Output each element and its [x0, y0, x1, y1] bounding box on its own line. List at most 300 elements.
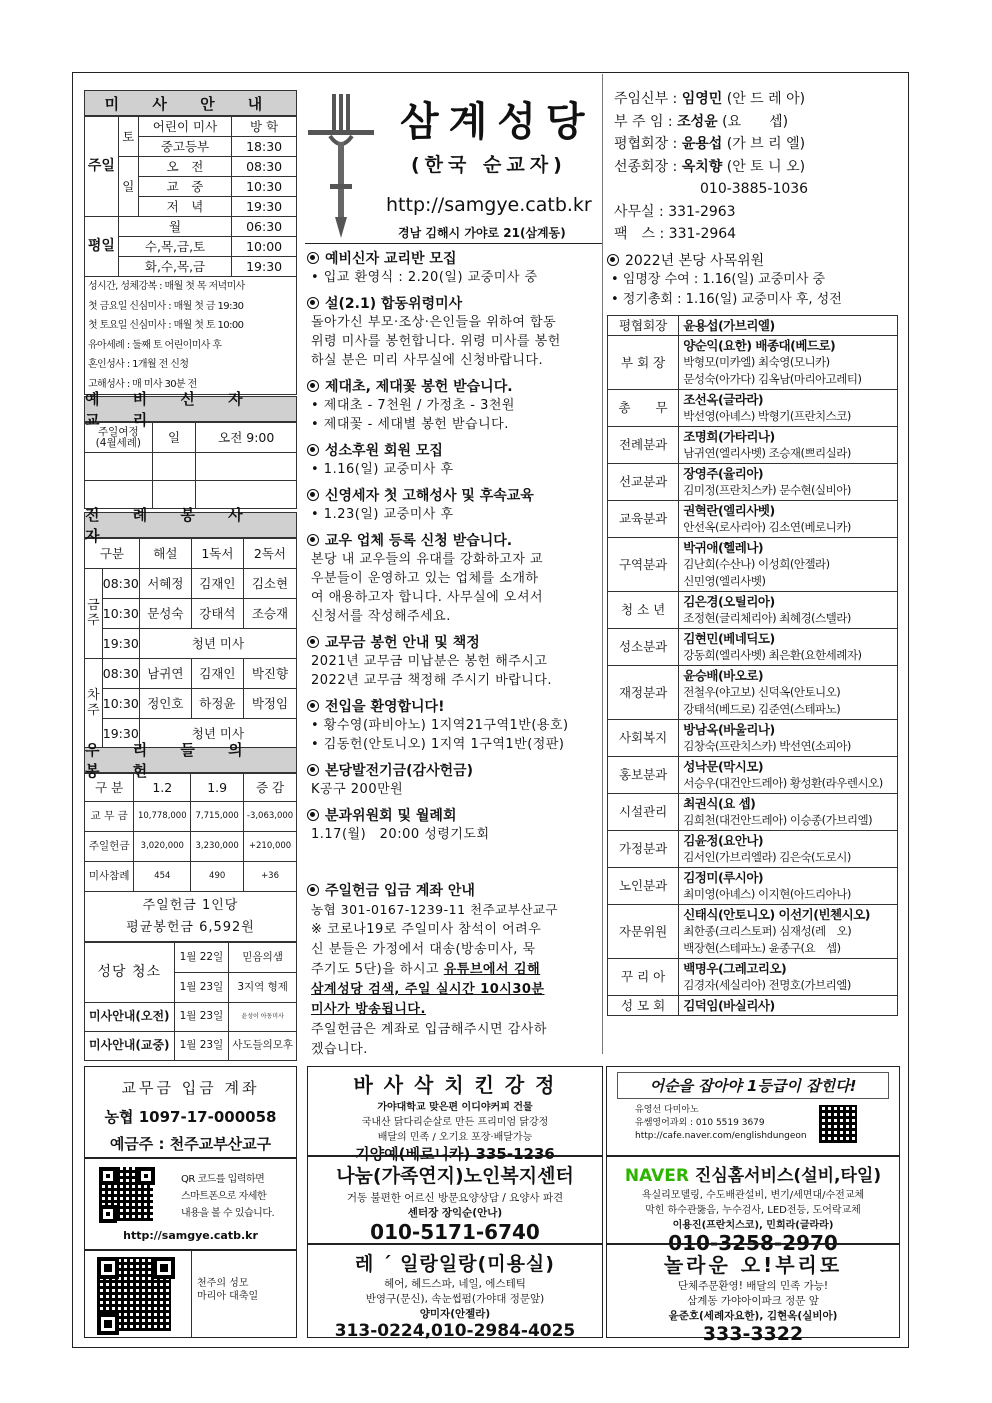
council-members: [679, 336, 898, 390]
staff-baptismal: (안 토 니 오): [726, 158, 806, 175]
council-member: 김경자(세실리아) 전명호(가브리엘): [683, 978, 851, 992]
bullet-icon: [307, 489, 319, 501]
ad-line: 거동 불편한 어르신 방문요양상담 / 요양사 파견: [346, 1192, 564, 1204]
youtube-notice: 유튜브에서 김해: [443, 962, 541, 977]
mass-title: 미 사 안 내: [84, 90, 297, 116]
staff-baptismal: (가 브 리 엘): [726, 136, 806, 152]
offering-header: 증 감: [244, 774, 297, 802]
council-row: [608, 996, 898, 1016]
catechumen-course: 주일여정 (4월세례): [85, 423, 153, 453]
offering-change: +36: [244, 862, 297, 892]
notice-title: 제대초, 제대꽃 봉헌 받습니다.: [325, 379, 513, 395]
ad-title: 어순을 잡아야 1등급이 잡힌다!: [617, 1072, 889, 1099]
liturgy-header: 1독서: [191, 539, 243, 569]
church-title: 삼계성당: [400, 99, 595, 145]
council-row: [608, 868, 898, 905]
ad-title: 나눔(가족연지)노인복지센터: [336, 1165, 574, 1187]
ad-line: 삼계동 가야아이파크 정문 앞: [687, 1295, 819, 1307]
bullet-icon: [307, 444, 319, 456]
council-member: 신민영(엘리사벳): [683, 574, 766, 588]
cleaning-date: 1월 22일: [174, 943, 229, 973]
notice-text: • 1.16(일) 교중미사 후: [311, 462, 454, 477]
offering-change: -3,063,000: [244, 802, 297, 832]
liturgy-table: [84, 538, 297, 749]
notice-heading: [307, 632, 602, 652]
council-role: 사회복지: [608, 720, 679, 757]
council-role: 재정분과: [608, 666, 679, 720]
notice-text: K공구 200만원: [311, 782, 404, 797]
notice-item: [307, 248, 602, 287]
council-member: 조명희(가타리나): [683, 429, 775, 444]
notice-item: [307, 760, 602, 799]
liturgy-header: 구분: [85, 539, 140, 569]
this-week-label: 금 주: [85, 569, 103, 659]
liturgy-name: 조승재: [243, 599, 296, 629]
council-member: 성낙문(막시모): [683, 759, 764, 774]
notice-title: 분과위원회 및 월례회: [325, 808, 457, 824]
notice-text: 겠습니다.: [311, 1042, 368, 1057]
divider: [305, 243, 602, 244]
notices: [307, 248, 602, 844]
ad-phone: 기양예(베로니카) 335-1236: [355, 1145, 555, 1163]
council-role: 평협회장: [608, 316, 679, 336]
bullet-icon: [307, 297, 319, 309]
council-member: 양순익(요한) 배종대(베드로): [683, 338, 836, 353]
sunday-label: 주일: [85, 117, 119, 217]
council-member: 윤용섭(가브리엘): [683, 318, 775, 333]
council-member: 강태석(베드로) 김준연(스테파노): [683, 702, 841, 716]
council-role: 성 모 회: [608, 996, 679, 1016]
ad-phone: 010-3258-2970: [668, 1231, 838, 1255]
tithe-account-box: [84, 1066, 297, 1158]
notice-text: 위령 미사를 봉헌합니다. 위령 미사를 봉헌: [311, 334, 561, 349]
mass-time: 방 학: [232, 117, 297, 137]
guide-group: 윤성이 아동미사: [229, 1003, 297, 1032]
ad-line: 욕실리모델링, 수도배관설비, 변기/세면대/수전교체: [641, 1190, 865, 1201]
council-row: [608, 464, 898, 501]
sunday-day-label: 일: [118, 157, 138, 217]
ad-line: 배달의 민족 / 오기요 포장·배달가능: [377, 1132, 533, 1143]
bullet-icon: [607, 254, 619, 266]
notice-text: 주기도 5단)을 하시고: [311, 962, 444, 977]
council-role: 홍보분과: [608, 757, 679, 794]
ad-line: 유쌤영어과외 : 010 5519 3679: [635, 1118, 765, 1128]
liturgy-header: 해설: [139, 539, 191, 569]
mass-label: 화,수,목,금: [118, 257, 231, 277]
council-members: [679, 996, 898, 1016]
offering-header: 1.9: [191, 774, 244, 802]
fax-number: 팩 스 : 331-2964: [614, 226, 737, 242]
staff-role: 선종회장 :: [614, 158, 678, 175]
council-members: [679, 390, 898, 427]
catechumen-section: [84, 390, 297, 509]
offering-value: 7,715,000: [191, 802, 244, 832]
notice-heading: [307, 485, 602, 505]
council-members: [679, 831, 898, 868]
ad-home-service: [606, 1156, 900, 1255]
council-member: 김정미(루시아): [683, 870, 764, 885]
council-row: [608, 336, 898, 390]
mass-note: 고해성사 : 매 미사 30분 전: [88, 378, 197, 390]
feast-label: 천주의 성모 마리아 대축일: [197, 1278, 259, 1302]
notice-title: 예비신자 교리반 모집: [325, 251, 457, 267]
liturgy-name: 김재인: [191, 659, 243, 689]
liturgy-time: 19:30: [102, 719, 139, 749]
liturgy-name: 정인호: [139, 689, 191, 719]
cleaning-group: 믿음의샘: [229, 943, 297, 973]
mass-time: 19:30: [232, 197, 297, 217]
ad-title: 놀라운 오!부리또: [663, 1253, 843, 1277]
ad-line: 반영구(문신), 속눈썹펌(가야대 정문앞): [365, 1293, 545, 1305]
catechumen-title: 예 비 신 자 교 리: [84, 396, 297, 422]
liturgy-name: 문성숙: [139, 599, 191, 629]
council-role: 성소분과: [608, 629, 679, 666]
council-row: [608, 666, 898, 720]
mass-note: 첫 토요일 신심미사 : 매월 첫 토 10:00: [88, 320, 244, 331]
liturgy-name: 박진향: [243, 659, 296, 689]
ad-line: 양미자(안젤라): [419, 1308, 491, 1320]
notice-item: [307, 530, 602, 626]
liturgy-time: 10:30: [102, 599, 139, 629]
church-address: 경남 김해시 가야로 21(삼계동): [398, 226, 566, 240]
next-week-label: 차 주: [85, 659, 103, 749]
ad-line: 윤준호(세례자요한), 김현옥(실비아): [668, 1310, 838, 1322]
notice-heading: [307, 440, 602, 460]
mass-label: 교 중: [138, 177, 231, 197]
council-row: [608, 629, 898, 666]
mass-notes: [84, 277, 297, 395]
qr-box-2: [84, 1250, 297, 1338]
council-row: [608, 427, 898, 464]
offering-value: 454: [134, 862, 191, 892]
guide-label: 미사안내(오전): [85, 1003, 175, 1032]
council-members: [679, 592, 898, 629]
saturday-label: 토: [118, 117, 138, 157]
mass-note: 유아세례 : 둘째 토 어린이미사 후: [88, 339, 222, 351]
catechumen-time: 오전 9:00: [196, 423, 297, 453]
bullet-icon: [307, 534, 319, 546]
notice-item: [307, 632, 602, 690]
notice-text: 신청서를 작성해주세요.: [311, 609, 451, 624]
notice-title: 주일헌금 입금 계좌 안내: [325, 883, 475, 899]
liturgy-time: 08:30: [102, 659, 139, 689]
council-member: 백장현(스테파노) 윤종구(요 셉): [683, 941, 841, 955]
liturgy-name: 남귀연: [139, 659, 191, 689]
church-subtitle: (한국 순교자): [411, 154, 567, 176]
cleaning-date: 1월 23일: [174, 973, 229, 1003]
cleaning-label: 성당 청소: [85, 943, 175, 1003]
council-members: [679, 464, 898, 501]
council-member: 조정현(글리체리아) 최혜경(스텔라): [683, 611, 851, 625]
council-row: [608, 592, 898, 629]
staff-role: 평협회장 :: [614, 136, 678, 152]
ad-line: 국내산 닭다리순살로 만든 프리미엄 닭강정: [361, 1117, 549, 1128]
notice-text: • 황수영(파비아노) 1지역21구역1반(용호): [311, 718, 569, 733]
staff-baptismal: (요 셉): [722, 113, 789, 130]
ad-welfare: [307, 1156, 603, 1244]
notice-text: • 김동헌(안토니오) 1지역 1구역1반(정판): [311, 737, 565, 752]
council-members: [679, 868, 898, 905]
guide-date: 1월 23일: [174, 1003, 229, 1032]
staff-name: 조성윤: [677, 113, 718, 130]
council-member: 윤승배(바오로): [683, 668, 764, 683]
qr-box: [84, 1158, 297, 1250]
council-member: 박귀애(헬레나): [683, 540, 764, 555]
council-members: [679, 501, 898, 538]
council-row: [608, 794, 898, 831]
naver-logo: NAVER: [624, 1166, 689, 1186]
notice-item: [307, 440, 602, 479]
council-role: 구역분과: [608, 538, 679, 592]
liturgy-name: 하정윤: [191, 689, 243, 719]
notice-text: 2022년 교무금 책정해 주시기 바랍니다.: [311, 673, 553, 688]
notice-text: • 제대꽃 - 세대별 봉헌 받습니다.: [311, 417, 509, 432]
council-members: [679, 316, 898, 336]
ad-phone: 010-5171-6740: [370, 1220, 540, 1244]
ad-title: 레 ´ 일랑일랑(미용실): [355, 1253, 555, 1275]
notice-text: 여 애용하고자 합니다. 사무실에 오셔서: [311, 590, 544, 605]
notice-text: 돌아가신 부모·조상·은인들을 위하여 합동: [311, 315, 557, 330]
council-role: 교육분과: [608, 501, 679, 538]
notice-heading: [307, 530, 602, 550]
mass-note: 성시간, 성체강복 : 매월 첫 목 저녁미사: [88, 281, 245, 292]
council-member: 김은경(오틸리아): [683, 594, 775, 609]
catechumen-table: [84, 422, 297, 509]
notice-heading: [307, 760, 602, 780]
mass-time: 19:30: [232, 257, 297, 277]
council-member: 신태식(안토니오) 이선기(빈첸시오): [683, 907, 870, 922]
council-row: [608, 538, 898, 592]
council-member: 최미영(아녜스) 이지현(아드리아나): [683, 887, 851, 901]
ad-line: 헤어, 헤드스파, 네일, 에스테틱: [384, 1278, 526, 1290]
council-member: 최권식(요 셉): [683, 796, 756, 811]
ad-line: 막힌 하수관뚫음, 누수검사, LED전등, 도어락교체: [645, 1205, 861, 1216]
notice-heading: [307, 376, 602, 396]
council-member: 장영주(율리아): [683, 466, 764, 481]
council-member: 김미정(프란치스카) 문수현(실비아): [683, 483, 851, 497]
offering-value: 490: [191, 862, 244, 892]
divider: [602, 74, 603, 1054]
staff-role: 부 주 임 :: [614, 113, 673, 130]
bullet-icon: [307, 252, 319, 264]
council-member: 서승우(대건안드레아) 황성환(라우렌시오): [683, 776, 883, 790]
cleaning-group: 3지역 형제: [229, 973, 297, 1003]
council-note: • 정기총회 : 1.16(일) 교중미사 후, 성전: [611, 292, 842, 307]
council-row: [608, 959, 898, 996]
notice-text: 본당 내 교우들의 유대를 강화하고자 교: [311, 552, 544, 567]
notice-heading: [307, 293, 602, 313]
council-members: [679, 629, 898, 666]
ad-salon: [307, 1244, 603, 1341]
council-member: 방남옥(바울리나): [683, 722, 775, 737]
staff-list: [614, 88, 808, 246]
notice-title: 본당발전기금(감사헌금): [325, 763, 474, 779]
council-row: [608, 831, 898, 868]
notice-text: 신 분들은 가정에서 대송(방송미사, 묵: [311, 942, 536, 957]
notice-title: 성소후원 회원 모집: [325, 443, 443, 459]
mass-label: 수,목,금,토: [118, 237, 231, 257]
liturgy-title: 전 례 봉 사 자: [84, 512, 297, 538]
liturgy-name: 서혜정: [139, 569, 191, 599]
council-row: [608, 720, 898, 757]
notice-title: 전입을 환영합니다!: [325, 699, 445, 715]
notice-text: 주일헌금은 계좌로 입금해주시면 감사하: [311, 1022, 547, 1037]
mass-time: 08:30: [232, 157, 297, 177]
council-member: 김희천(대건안드레아) 이승종(가브리엘): [683, 813, 873, 827]
notice-text: • 제대초 - 7천원 / 가정초 - 3천원: [311, 398, 515, 413]
notice-text: 2021년 교무금 미납분은 봉헌 해주시고: [311, 654, 548, 669]
notice-item: [307, 696, 602, 754]
mass-note: 첫 금요일 신심미사 : 매월 첫 금 19:30: [88, 300, 244, 312]
tithe-url[interactable]: http://samgye.catb.kr: [123, 1229, 258, 1242]
bullet-icon: [307, 700, 319, 712]
guide-date: 1월 23일: [174, 1032, 229, 1061]
qr-code-icon[interactable]: [819, 1105, 857, 1143]
council-row: [608, 390, 898, 427]
council-members: [679, 757, 898, 794]
notice-item: [307, 293, 602, 370]
liturgy-name: 박정임: [243, 689, 296, 719]
tithe-title: 교무금 입금 계좌: [121, 1079, 260, 1097]
notice-title: 신영세자 첫 고해성사 및 후속교육: [325, 488, 534, 504]
bullet-icon: [307, 809, 319, 821]
council-member: 김덕임(바실리사): [683, 998, 775, 1013]
council-member: 김창숙(프란치스카) 박선연(소피아): [683, 739, 851, 753]
bullet-icon: [307, 764, 319, 776]
youtube-notice: 미사가 방송됩니다.: [311, 1002, 426, 1017]
notice-heading: [307, 696, 602, 716]
council-role: 총 무: [608, 390, 679, 427]
council-member: 문성숙(아가다) 김옥남(마리아고레티): [683, 372, 862, 386]
liturgy-time: 19:30: [102, 629, 139, 659]
ad-phone: 313-0224,010-2984-4025: [334, 1321, 576, 1341]
youtube-notice: 삼계성당 검색, 주일 실시간 10시30분: [311, 982, 545, 997]
liturgy-header: 2독서: [243, 539, 296, 569]
council-row: [608, 905, 898, 959]
mass-schedule: [84, 90, 297, 395]
qr-description: QR 코드를 입력하면 스마트폰으로 자세한 내용을 볼 수 있습니다.: [181, 1174, 275, 1219]
guide-group: 사도들의모후: [229, 1032, 297, 1061]
tithe-holder: 예금주 : 천주교부산교구: [109, 1135, 272, 1153]
staff-role: 주임신부 :: [614, 91, 678, 107]
offering-value: 10,778,000: [134, 802, 191, 832]
mass-table: [84, 116, 297, 277]
youth-mass: 청년 미사: [139, 719, 296, 749]
offering-change: +210,000: [244, 832, 297, 862]
council-role: 꾸 리 아: [608, 959, 679, 996]
mass-time: 06:30: [232, 217, 297, 237]
council-row: [608, 757, 898, 794]
bullet-icon: [307, 636, 319, 648]
staff-name: 윤용섭: [681, 136, 723, 152]
offering-header: 구 분: [85, 774, 134, 802]
bullet-icon: [307, 380, 319, 392]
council-member: 안선옥(로사리아) 김소연(베로니카): [683, 520, 851, 534]
council-note: • 임명장 수여 : 1.16(일) 교중미사 중: [611, 272, 826, 287]
offering-table: [84, 773, 297, 942]
council-member: 김서인(가브리엘라) 김은숙(도로시): [683, 850, 851, 864]
council-role: 부 회 장: [608, 336, 679, 390]
notice-text: 1.17(월) 20:00 성령기도회: [311, 827, 490, 842]
staff-name: 옥치향: [681, 158, 723, 175]
council-role: 자문위원: [608, 905, 679, 959]
ad-burrito: [606, 1244, 900, 1345]
weekday-label: 평일: [85, 217, 119, 277]
notice-title: 설(2.1) 합동위령미사: [325, 296, 463, 312]
account-number: 농협 301-0167-1239-11 천주교부산교구: [311, 902, 559, 917]
council-member: 최한종(크리스토퍼) 심재성(레 오): [683, 924, 852, 938]
mass-label: 월: [118, 217, 231, 237]
notice-title: 교무금 봉헌 안내 및 책정: [325, 635, 480, 651]
staff-baptismal: (안 드 레 아): [726, 91, 806, 107]
council-members: [679, 538, 898, 592]
ad-line: http://cafe.naver.com/englishdungeon: [635, 1131, 807, 1141]
ad-line: 유영선 다미아노: [635, 1105, 699, 1115]
mass-label: 중고등부: [138, 137, 231, 157]
mass-note: 혼인성사 : 1개월 전 신청: [88, 359, 189, 370]
notice-item: [307, 805, 602, 844]
tithe-account: 농협 1097-17-000058: [104, 1108, 277, 1126]
offering-label: 주일헌금: [85, 832, 134, 862]
council-members: [679, 427, 898, 464]
council-member: 조선옥(글라라): [683, 392, 764, 407]
liturgy-name: 김소현: [243, 569, 296, 599]
catechumen-day: 일: [152, 423, 196, 453]
ad-title: 진심홈서비스(설비,타일): [694, 1166, 882, 1186]
mass-label: 어린이 미사: [138, 117, 231, 137]
council-member: 박형모(미카엘) 최숙영(모니카): [683, 355, 830, 369]
council-role: 시설관리: [608, 794, 679, 831]
council-members: [679, 720, 898, 757]
ad-line: 센터장 장익순(안나): [407, 1207, 503, 1219]
mass-time: 18:30: [232, 137, 297, 157]
mass-label: 저 녁: [138, 197, 231, 217]
notice-text: • 1.23(일) 교중미사 후: [311, 507, 454, 522]
council-member: 김난희(수산나) 이성희(안젤라): [683, 557, 830, 571]
offering-label: 교 무 금: [85, 802, 134, 832]
council-member: 전철우(야고보) 신덕옥(안토니오): [683, 685, 841, 699]
notice-title: 교우 업체 등록 신청 받습니다.: [325, 533, 513, 549]
notice-text: 우분들이 운영하고 있는 업체를 소개하: [311, 571, 539, 586]
offering-title: 우 리 들 의 봉 헌: [84, 747, 297, 773]
council-role: 선교분과: [608, 464, 679, 501]
ad-chicken: [307, 1066, 603, 1163]
church-url: http://samgye.catb.kr: [386, 194, 592, 216]
council-member: 권혁란(엘리사벳): [683, 503, 775, 518]
council-table: [607, 315, 898, 1016]
ad-title: 바 사 삭 치 킨 강 정: [353, 1073, 557, 1097]
council-row: [608, 501, 898, 538]
notice-text: 하실 분은 미리 사무실에 신청바랍니다.: [311, 353, 544, 368]
cleaning-section: [84, 942, 297, 1061]
offering-section: [84, 741, 297, 942]
council-members: [679, 959, 898, 996]
mass-time: 10:00: [232, 237, 297, 257]
council-role: 전례분과: [608, 427, 679, 464]
liturgy-name: 강태석: [191, 599, 243, 629]
ad-line: 단체주문환영! 배달의 민족 가능!: [677, 1280, 829, 1292]
guide-label: 미사안내(교중): [85, 1032, 175, 1061]
offering-value: 3,020,000: [134, 832, 191, 862]
notice-heading: [307, 805, 602, 825]
staff-phone: 010-3885-1036: [700, 181, 809, 197]
cross-sword-icon: [308, 92, 374, 242]
liturgy-time: 08:30: [102, 569, 139, 599]
offering-label: 미사참례: [85, 862, 134, 892]
bullet-icon: [307, 884, 319, 896]
mass-label: 오 전: [138, 157, 231, 177]
offering-header: 1.2: [134, 774, 191, 802]
